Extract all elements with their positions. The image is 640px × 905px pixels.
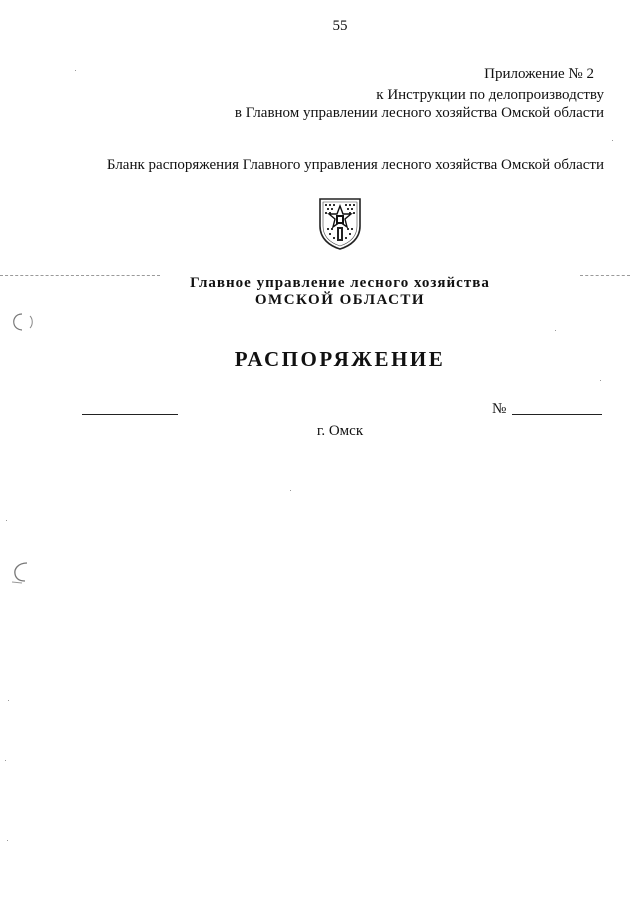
scan-speck — [75, 70, 76, 71]
scan-speck — [612, 140, 613, 141]
page-number: 55 — [332, 18, 348, 34]
scan-speck — [555, 330, 556, 331]
punch-hole-mark-top — [10, 312, 36, 337]
number-label: № — [492, 401, 507, 417]
appendix-title: Приложение № 2 — [484, 66, 594, 82]
punch-hole-mark-bottom — [10, 560, 36, 591]
scan-speck — [8, 700, 9, 701]
appendix-reference: к Инструкции по делопроизводству — [376, 87, 604, 103]
omsk-coat-of-arms-icon — [317, 196, 363, 250]
scan-speck — [7, 840, 8, 841]
appendix-department: в Главном управлении лесного хозяйства Омской области — [234, 105, 604, 121]
blank-title: Бланк распоряжения Главного управления лесного хозяйства Омской области — [106, 157, 604, 173]
number-field-line — [512, 414, 602, 415]
organization-name: Главное управление лесного хозяйства — [190, 275, 490, 291]
document-type: РАСПОРЯЖЕНИЕ — [234, 347, 446, 371]
city: г. Омск — [316, 423, 364, 439]
organization-region: ОМСКОЙ ОБЛАСТИ — [254, 292, 426, 308]
scan-speck — [6, 520, 7, 521]
scan-speck — [600, 380, 601, 381]
date-field-line — [82, 414, 178, 415]
scan-speck — [5, 760, 6, 761]
scan-speck — [290, 490, 291, 491]
